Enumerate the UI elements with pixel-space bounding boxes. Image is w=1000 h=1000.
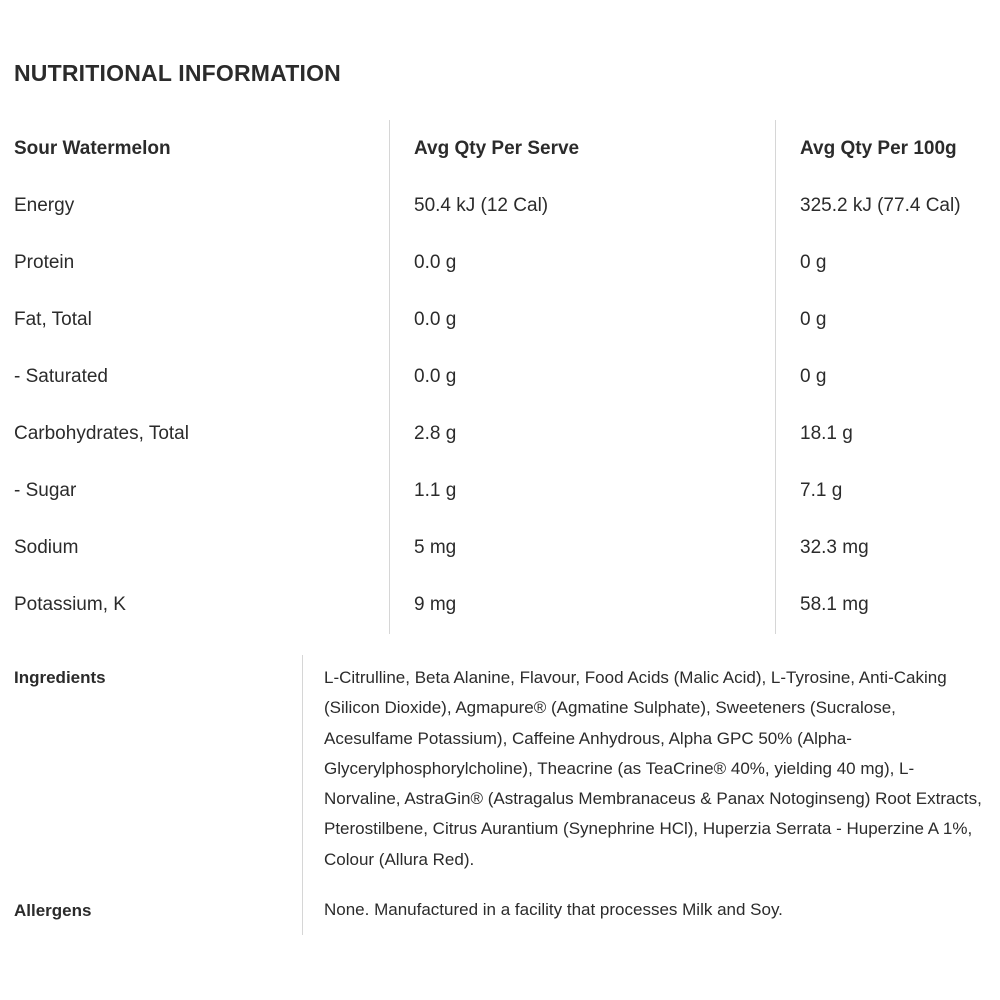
ingredients-label: Ingredients <box>14 668 106 687</box>
table-row <box>0 519 1000 576</box>
header-per-serve: Avg Qty Per Serve <box>414 138 580 159</box>
table-row <box>0 291 1000 348</box>
qty-per-serve: 1.1 g <box>414 480 457 501</box>
qty-per-100g: 0 g <box>800 366 827 387</box>
nutrient-name: Energy <box>14 195 75 216</box>
qty-per-serve: 2.8 g <box>414 423 457 444</box>
page-title: NUTRITIONAL INFORMATION <box>14 60 341 86</box>
qty-per-serve: 0.0 g <box>414 366 457 387</box>
qty-per-serve: 0.0 g <box>414 252 457 273</box>
nutrition-table <box>0 120 1000 634</box>
product-info-section <box>0 655 1000 935</box>
nutrient-name: Fat, Total <box>14 309 92 330</box>
table-row <box>0 177 1000 234</box>
nutrient-name: Protein <box>14 252 75 273</box>
qty-per-serve: 50.4 kJ (12 Cal) <box>414 195 549 216</box>
qty-per-100g: 0 g <box>800 252 827 273</box>
header-per-100g: Avg Qty Per 100g <box>800 138 957 159</box>
qty-per-100g: 325.2 kJ (77.4 Cal) <box>800 195 961 216</box>
table-row <box>0 348 1000 405</box>
qty-per-serve: 0.0 g <box>414 309 457 330</box>
qty-per-100g: 7.1 g <box>800 480 843 501</box>
nutrient-name: - Saturated <box>14 366 108 387</box>
table-row <box>0 234 1000 291</box>
table-row <box>0 462 1000 519</box>
qty-per-serve: 9 mg <box>414 594 457 615</box>
allergens-label: Allergens <box>14 901 92 920</box>
nutrient-name: - Sugar <box>14 480 77 501</box>
allergens-text: None. Manufactured in a facility that processes Milk and Soy. <box>324 900 783 919</box>
ingredients-text: L-Citrulline, Beta Alanine, Flavour, Food Acids (Malic Acid), L-Tyrosine, Anti-Caking (Silicon Dioxide), Agmapure® (Agmatine Sulphate), Sweeteners (Sucralose, Acesulfame Potassium), Caffeine Anhydrous, Alpha GPC 50% (Alpha-Glycerylphosphorylcholine), Theacrine (as TeaCrine® 40%, yielding 40 mg), L-Norvaline, AstraGin® (Astragalus Membranaceus & Panax Notoginseng) Root Extracts, Pterostilbene, Citrus Aurantium (Synephrine HCl), Huperzia Serrata - Huperzine A 1%, Colour (Allura Red). <box>324 668 982 869</box>
qty-per-serve: 5 mg <box>414 537 457 558</box>
nutrient-name: Potassium, K <box>14 594 126 615</box>
header-flavour: Sour Watermelon <box>14 138 171 159</box>
qty-per-100g: 18.1 g <box>800 423 853 444</box>
table-row <box>0 405 1000 462</box>
nutrient-name: Carbohydrates, Total <box>14 423 189 444</box>
table-row <box>0 576 1000 633</box>
column-divider <box>302 655 303 935</box>
qty-per-100g: 58.1 mg <box>800 594 869 615</box>
table-header-row <box>0 120 1000 177</box>
nutrient-name: Sodium <box>14 537 79 558</box>
qty-per-100g: 0 g <box>800 309 827 330</box>
qty-per-100g: 32.3 mg <box>800 537 869 558</box>
